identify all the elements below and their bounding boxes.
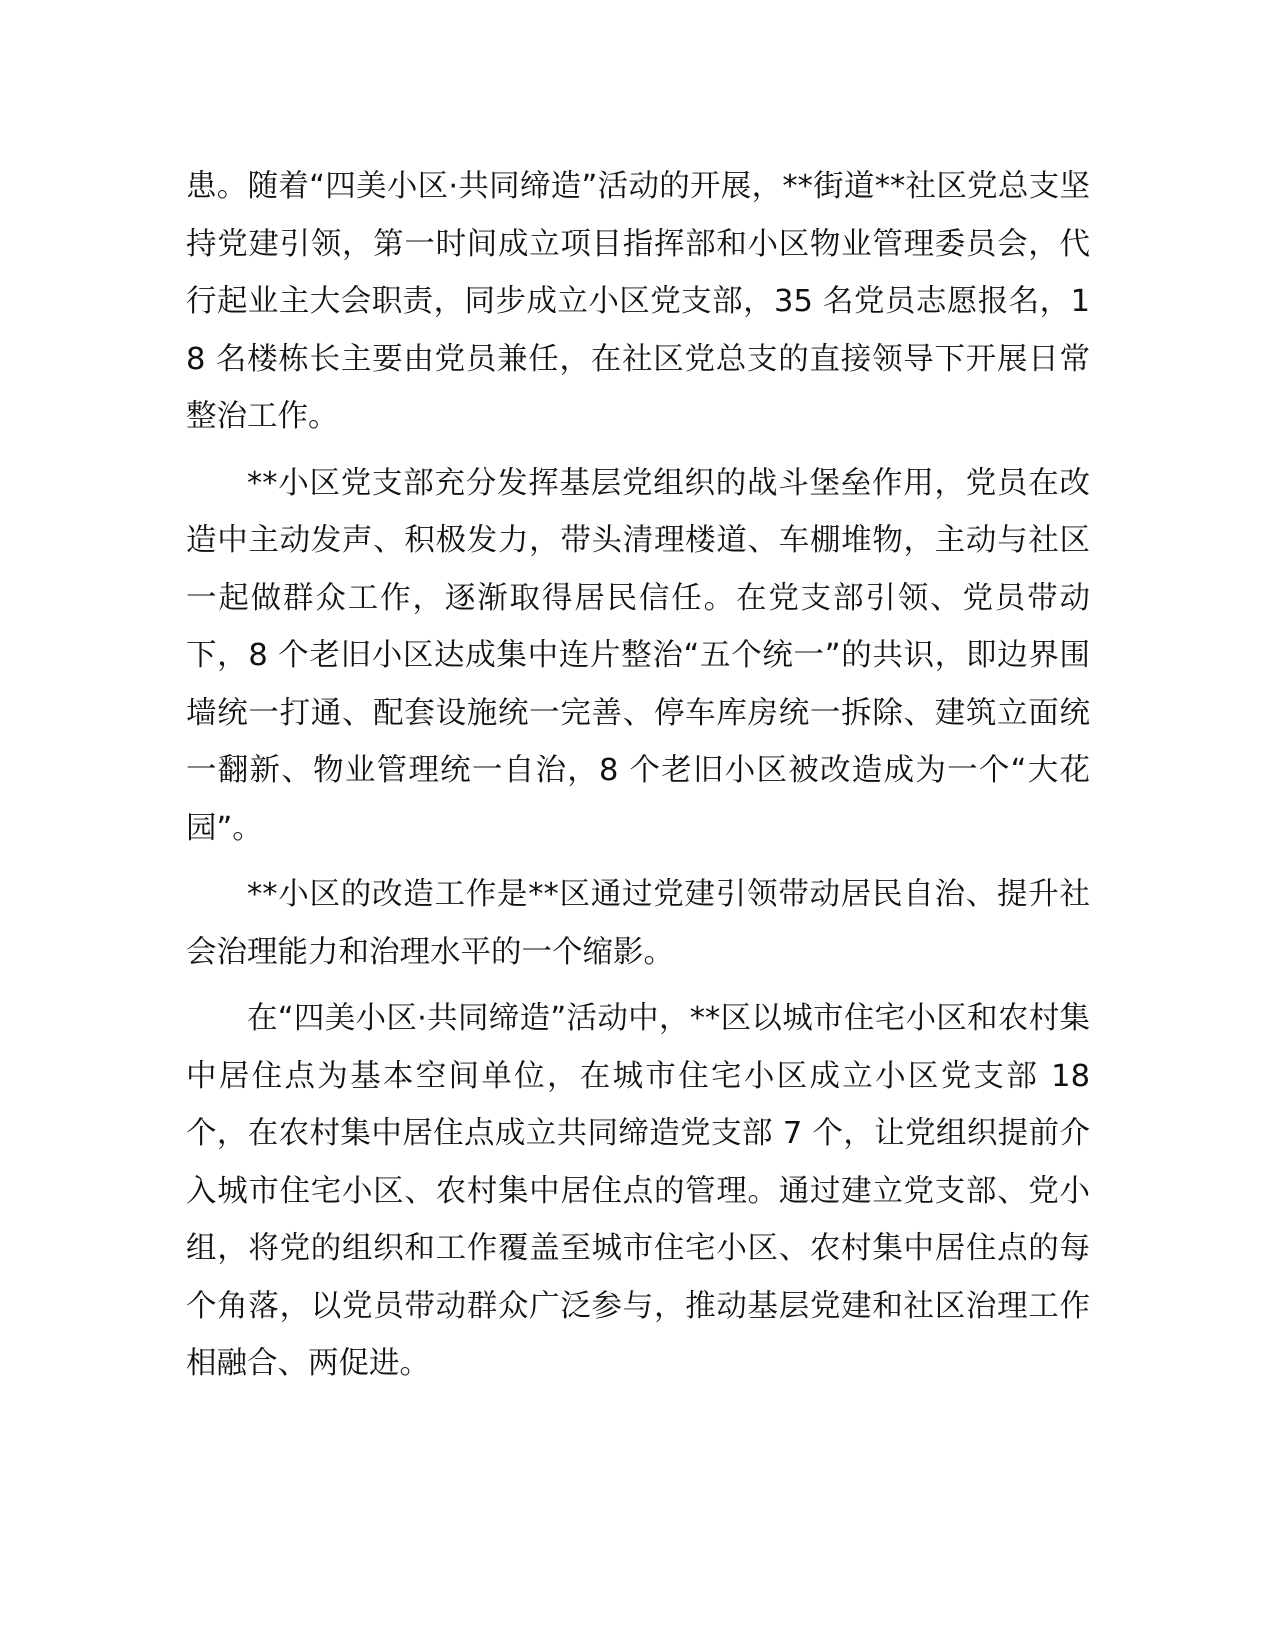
paragraph-community-party-branch-role: **小区党支部充分发挥基层党组织的战斗堡垒作用，党员在改造中主动发声、积极发力，带头清理楼道、车棚堆物，主动与社区一起做群众工作，逐渐取得居民信任。在党支部引领、党员带动下，8 个老旧小区达成集中连片整治“五个统一”的共识，即边界围墙统一打通、配套设施统一完善、停车库房统一拆除、建筑立面统一翻新、物业管理统一自治，8 个老旧小区被改造成为一个“大花园”。 (186, 465, 1090, 846)
paragraph-party-branch-formation: 患。随着“四美小区·共同缔造”活动的开展，**街道**社区党总支坚持党建引领，第一时间成立项目指挥部和小区物业管理委员会，代行起业主大会职责，同步成立小区党支部，35 名党员志愿报名，18 名楼栋长主要由党员兼任，在社区党总支的直接领导下开展日常整治工作。 (186, 169, 1090, 434)
document-body (186, 158, 1090, 1393)
paragraph-activity-overview: 在“四美小区·共同缔造”活动中，**区以城市住宅小区和农村集中居住点为基本空间单位，在城市住宅小区成立小区党支部 18 个，在农村集中居住点成立共同缔造党支部 7 个，让党组织提前介入城市住宅小区、农村集中居住点的管理。通过建立党支部、党小组，将党的组织和工作覆盖至城市住宅小区、农村集中居住点的每个角落，以党员带动群众广泛参与，推动基层党建和社区治理工作相融合、两促进。 (186, 1001, 1090, 1381)
paragraph-renovation-summary: **小区的改造工作是**区通过党建引领带动居民自治、提升社会治理能力和治理水平的一个缩影。 (186, 877, 1090, 970)
